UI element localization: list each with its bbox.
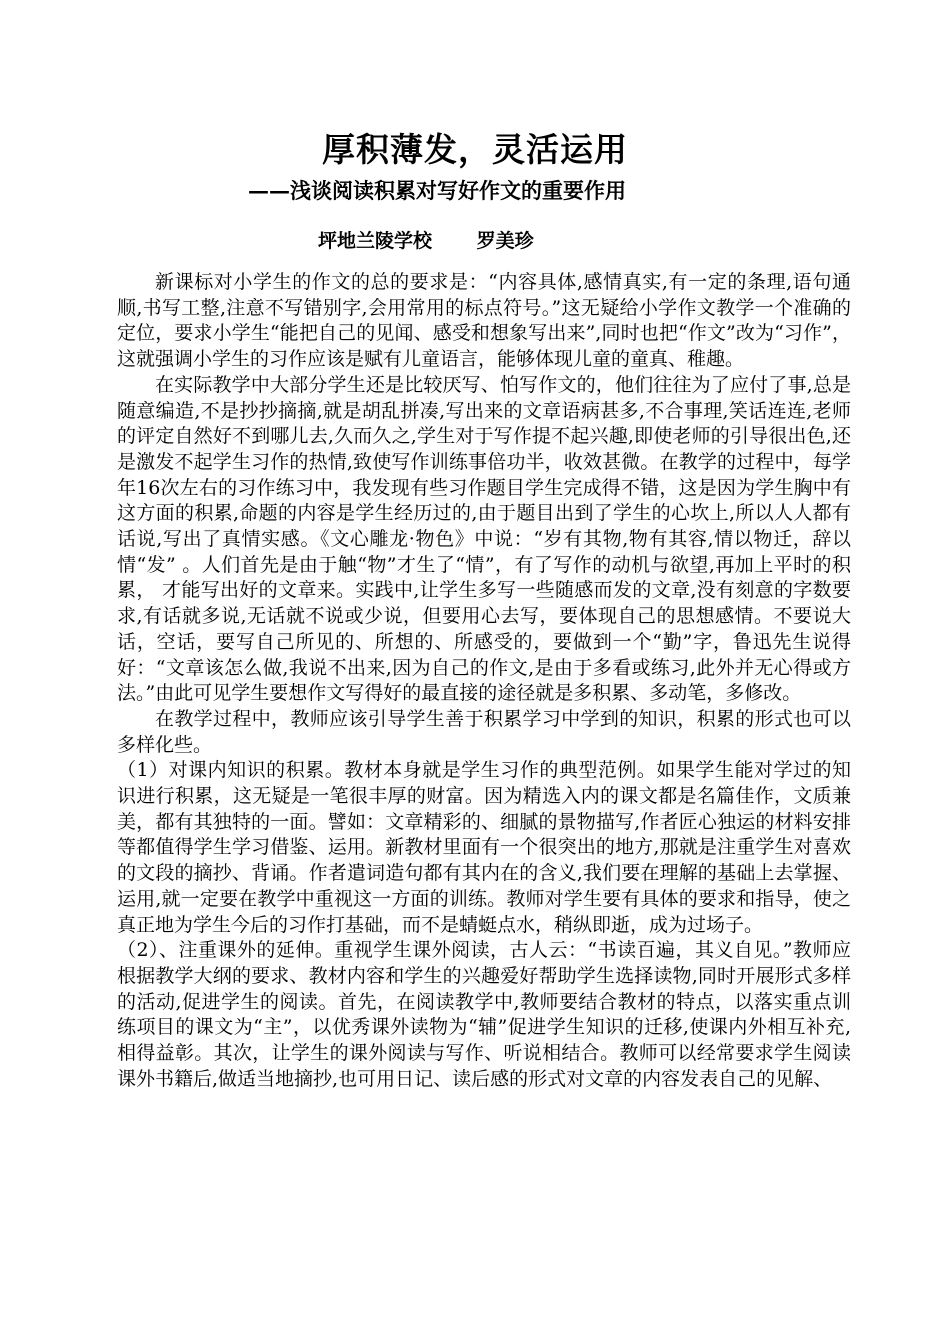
author-name: 罗美珍	[476, 230, 534, 252]
paragraph: 新课标对小学生的作文的总的要求是：“内容具体,感情真实,有一定的条理,语句通顺,书写工整,注意不写错别字,会用常用的标点符号。”这无疑给小学作文教学一个准确的定位，要求小学生“能把自己的见闻、感受和想象写出来”,同时也把“作文”改为“习作”，这就强调小学生的习作应该是赋有儿童语言，能够体现儿童的童真、稚趣。	[117, 271, 851, 371]
document-title: 厚积薄发，灵活运用	[322, 130, 628, 169]
paragraph: 在实际教学中大部分学生还是比较厌写、怕写作文的，他们往往为了应付了事,总是随意编造,不是抄抄摘摘,就是胡乱拼凑,写出来的文章语病甚多,不合事理,笑话连连,老师的评定自然好不到哪儿去,久而久之,学生对于写作提不起兴趣,即使老师的引导很出色,还是激发不起学生习作的热情,致使写作训练事倍功半，收效甚微。在教学的过程中，每学年16次左右的习作练习中，我发现有些习作题目学生完成得不错，这是因为学生胸中有这方面的积累,命题的内容是学生经历过的,由于题目出到了学生的心坎上,所以人人都有话说,写出了真情实感。《文心雕龙·物色》中说：“岁有其物,物有其容,情以物迁，辞以情“发” 。人们首先是由于触“物”才生了“情”，有了写作的动机与欲望,再加上平时的积累， 才能写出好的文章来。实践中,让学生多写一些随感而发的文章,没有刻意的字数要求,有话就多说,无话就不说或少说，但要用心去写，要体现自己的思想感情。不要说大话，空话，要写自己所见的、所想的、所感受的，要做到一个“勤”字，鲁迅先生说得好：“文章该怎么做,我说不出来,因为自己的作文,是由于多看或练习,此外并无心得或方法。”由此可见学生要想作文写得好的最直接的途径就是多积累、多动笔，多修改。	[117, 373, 851, 705]
author-line	[318, 227, 534, 255]
paragraph: （2）、注重课外的延伸。重视学生课外阅读，古人云：“书读百遍，其义自见。”教师应根据教学大纲的要求、教材内容和学生的兴趣爱好帮助学生选择读物,同时开展形式多样的活动,促进学生的阅读。首先，在阅读教学中,教师要结合教材的特点，以落实重点训练项目的课文为“主”，以优秀课外读物为“辅”促进学生知识的迁移,使课内外相互补充,相得益彰。其次，让学生的课外阅读与写作、听说相结合。教师可以经常要求学生阅读课外书籍后,做适当地摘抄,也可用日记、读后感的形式对文章的内容发表自己的见解、	[117, 939, 851, 1090]
paragraph: 在教学过程中，教师应该引导学生善于积累学习中学到的知识，积累的形式也可以多样化些。	[117, 707, 851, 756]
author-school: 坪地兰陵学校	[318, 230, 433, 252]
paragraph: （1）对课内知识的积累。教材本身就是学生习作的典型范例。如果学生能对学过的知识进行积累，这无疑是一笔很丰厚的财富。因为精选入内的课文都是名篇佳作，文质兼美，都有其独特的一面。譬如：文章精彩的、细腻的景物描写,作者匠心独运的材料安排等都值得学生学习借鉴、运用。新教材里面有一个很突出的地方,那就是注重学生对喜欢的文段的摘抄、背诵。作者遣词造句都有其内在的含义,我们要在理解的基础上去掌握、运用,就一定要在教学中重视这一方面的训练。教师对学生要有具体的要求和指导，使之真正地为学生今后的习作打基础，而不是蜻蜓点水，稍纵即逝，成为过场子。	[117, 759, 851, 936]
document-body	[117, 270, 851, 1093]
document-subtitle: ——浅谈阅读积累对写好作文的重要作用	[248, 178, 626, 203]
